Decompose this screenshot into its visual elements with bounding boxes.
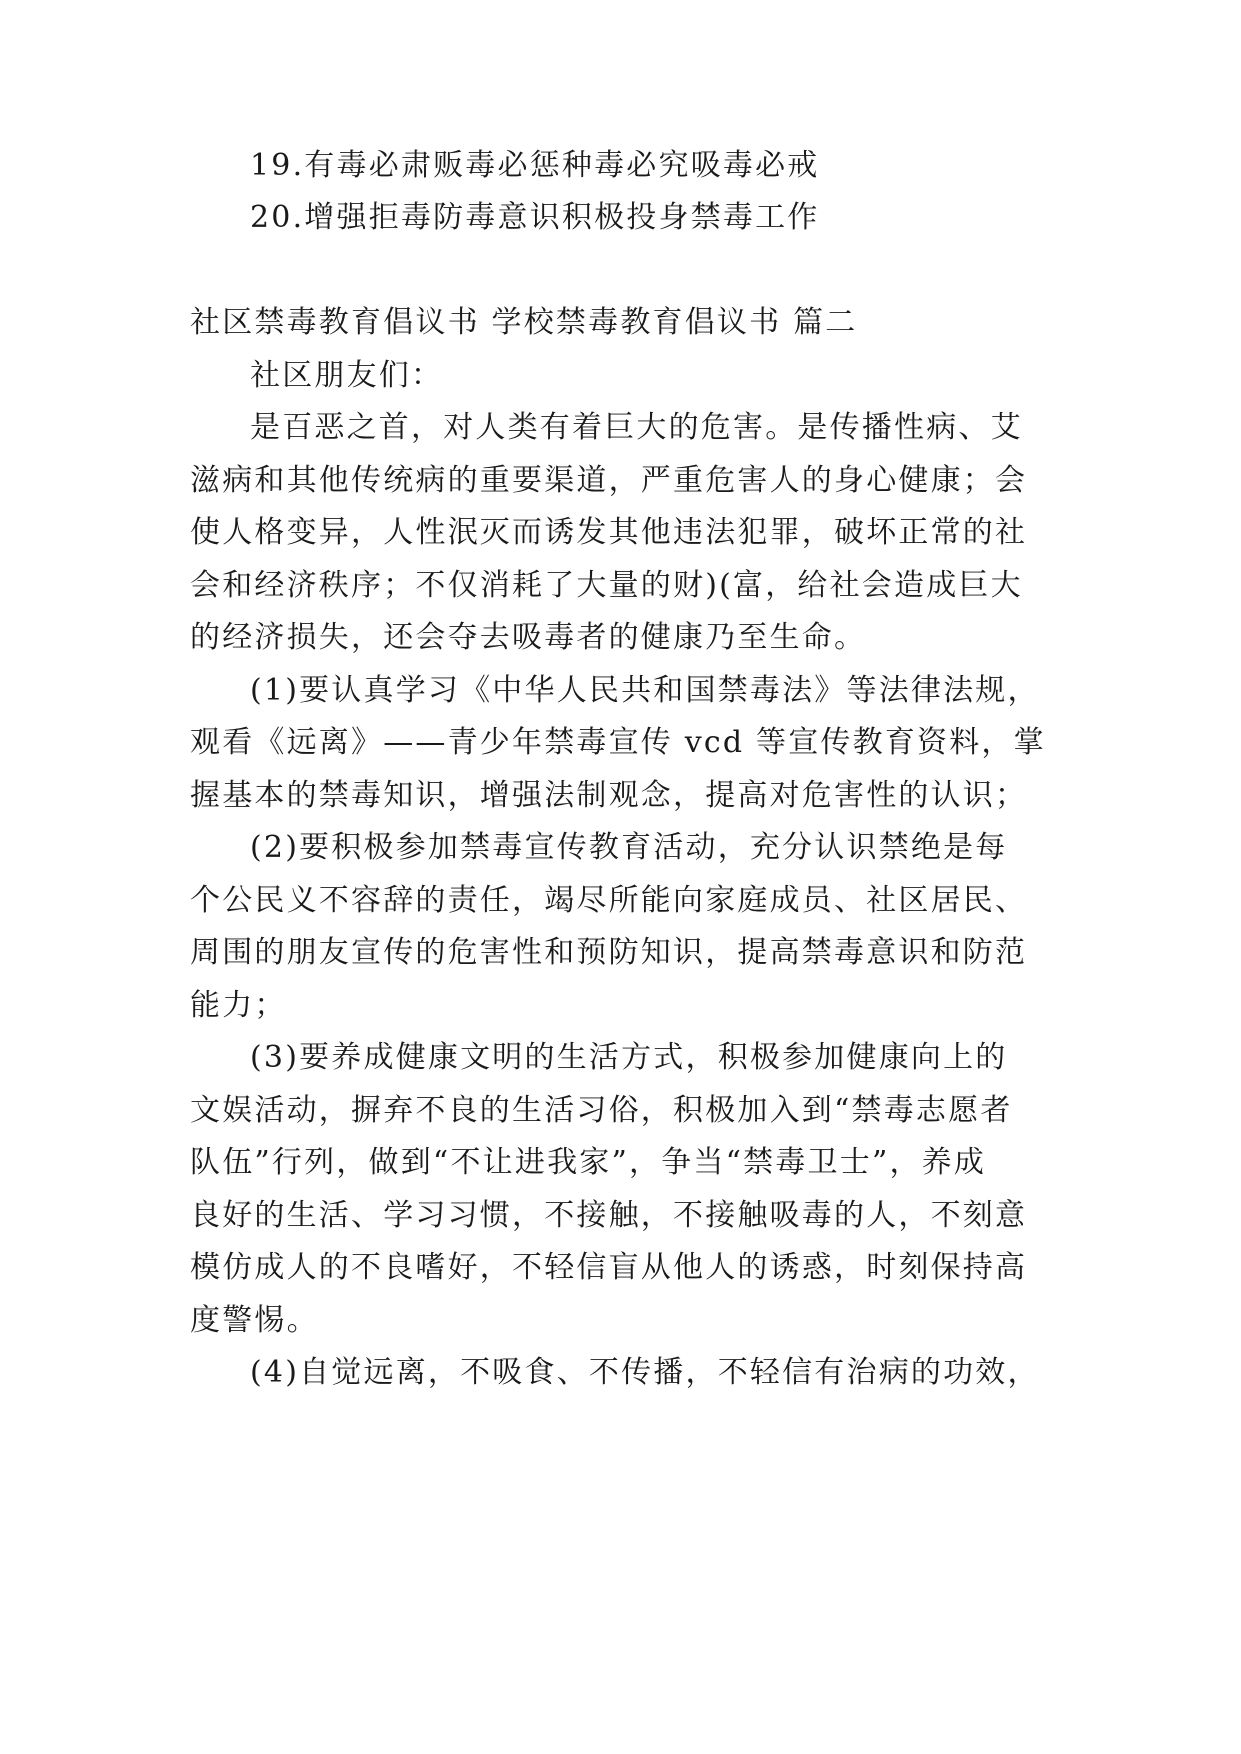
list-item-19: 19.有毒必肃贩毒必惩种毒必究吸毒必戒 [250,148,820,183]
point3-line-5: 模仿成人的不良嗜好，不轻信盲从他人的诱惑，时刻保持高 [190,1250,1028,1285]
intro-line-1: 是百恶之首，对人类有着巨大的危害。是传播性病、艾 [250,410,1023,445]
point3-line-6: 度警惕。 [190,1303,319,1338]
point2-line-1: (2)要积极参加禁毒宣传教育活动，充分认识禁绝是每 [250,830,1008,865]
list-item-20: 20.增强拒毒防毒意识积极投身禁毒工作 [250,200,820,235]
salutation: 社区朋友们： [250,358,444,393]
section-heading: 社区禁毒教育倡议书 学校禁毒教育倡议书 篇二 [190,305,858,340]
point2-line-3: 周围的朋友宣传的危害性和预防知识，提高禁毒意识和防范 [190,935,1028,970]
point1-line-1: (1)要认真学习《中华人民共和国禁毒法》等法律法规， [250,673,1040,708]
point3-line-1: (3)要养成健康文明的生活方式，积极参加健康向上的 [250,1040,1008,1075]
intro-line-2: 滋病和其他传统病的重要渠道，严重危害人的身心健康；会 [190,463,1028,498]
point2-line-2: 个公民义不容辞的责任，竭尽所能向家庭成员、社区居民、 [190,883,1028,918]
point2-line-4: 能力； [190,988,287,1023]
intro-line-4: 会和经济秩序；不仅消耗了大量的财)(富，给社会造成巨大 [190,568,1023,603]
intro-line-3: 使人格变异，人性泯灭而诱发其他违法犯罪，破坏正常的社 [190,515,1028,550]
point1-line-3: 握基本的禁毒知识，增强法制观念，提高对危害性的认识； [190,778,1028,813]
point4-line-1: (4)自觉远离，不吸食、不传播，不轻信有治病的功效， [250,1355,1040,1390]
point3-line-2: 文娱活动，摒弃不良的生活习俗，积极加入到“禁毒志愿者 [190,1093,1013,1128]
point1-line-2: 观看《远离》——青少年禁毒宣传 vcd 等宣传教育资料，掌 [190,725,1046,760]
intro-line-5: 的经济损失，还会夺去吸毒者的健康乃至生命。 [190,620,867,655]
point3-line-4: 良好的生活、学习习惯，不接触，不接触吸毒的人，不刻意 [190,1198,1028,1233]
point3-line-3: 队伍”行列，做到“不让进我家”，争当“禁毒卫士”，养成 [190,1145,987,1180]
